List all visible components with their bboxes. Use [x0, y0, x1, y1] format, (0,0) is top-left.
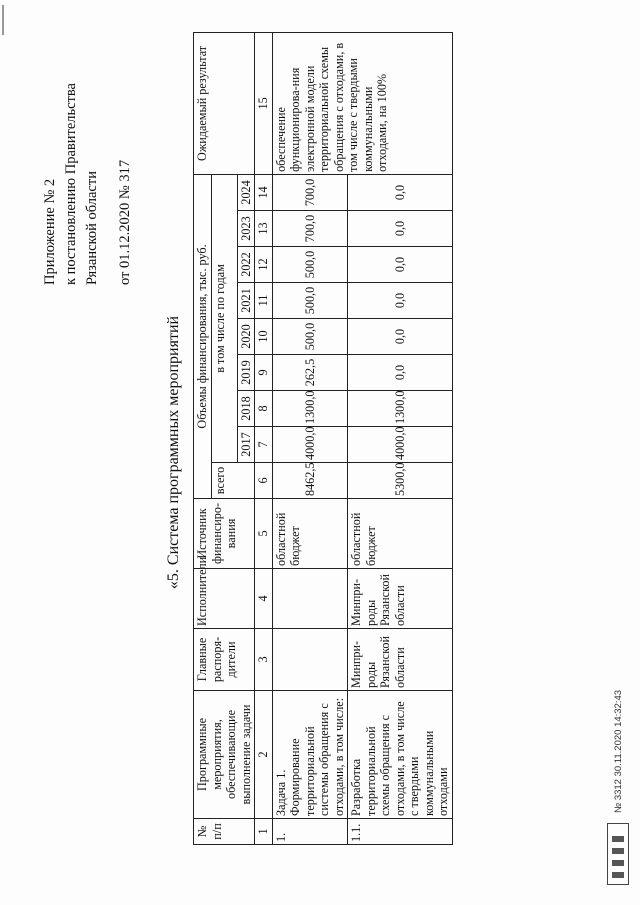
- year-cell: 2019: [237, 355, 255, 391]
- row-year-value: 0,0: [348, 174, 453, 210]
- row-year-value: 0,0: [348, 355, 453, 391]
- stamp-reference: № 3312 30.11.2020 14:32:43: [613, 689, 624, 813]
- column-number-row: [255, 32, 273, 844]
- appendix-line-2: к постановлению Правительства: [63, 83, 79, 285]
- header-by-years: в том числе по годам: [211, 174, 237, 462]
- row-expected-result: обеспечение функционирова-ния электронной модели территориальной схемы обращения с отходами, в том числе с твердыми коммунальными отходами, на 100%: [272, 32, 452, 174]
- header-result: Ожидаемый результат: [194, 32, 255, 174]
- table-row-task-1: [272, 32, 348, 844]
- row-year-value: 500,0: [272, 247, 348, 283]
- row-manager: Минпри-роды Рязанской области: [348, 629, 453, 691]
- column-number: 8: [255, 391, 273, 427]
- row-activity: Разработка территориальной схемы обращения с отходами, в том числе с твердыми коммунальными отходами: [348, 691, 453, 819]
- column-number: 7: [255, 427, 273, 463]
- row-year-value: 262,5: [272, 355, 348, 391]
- row-year-value: 700,0: [272, 174, 348, 210]
- column-number: 6: [255, 463, 273, 499]
- column-number: 11: [255, 283, 273, 319]
- row-num: 1.: [272, 819, 348, 845]
- row-year-value: 500,0: [272, 283, 348, 319]
- column-number: 1: [255, 819, 273, 845]
- row-year-value: 0,0: [348, 211, 453, 247]
- header-executors: Исполнители: [194, 569, 255, 629]
- column-number: 15: [255, 32, 273, 174]
- registration-stamp: [605, 465, 633, 885]
- row-activity: Задача 1. Формирование территориальной системы обращения с отходами, в том числе:: [272, 691, 348, 819]
- row-source: областной бюджет: [272, 499, 348, 569]
- year-cell: 2020: [237, 319, 255, 355]
- section-title: «5. Система программных мероприятий: [165, 315, 182, 590]
- row-year-value: 700,0: [272, 211, 348, 247]
- row-source: областной бюджет: [348, 499, 453, 569]
- year-cell: 2024: [237, 174, 255, 210]
- appendix-line-3: Рязанской области: [84, 171, 100, 285]
- header-num: № п/п: [194, 819, 255, 845]
- column-number: 2: [255, 691, 273, 819]
- row-year-value: 4000,0: [272, 427, 348, 463]
- row-executor: [272, 569, 348, 629]
- year-cell: 2018: [237, 391, 255, 427]
- row-year-value: 1300,0: [272, 391, 348, 427]
- column-number: 5: [255, 499, 273, 569]
- appendix-line-1: Приложение № 2: [42, 178, 58, 285]
- appendix-header: [40, 15, 136, 285]
- row-num: 1.1.: [348, 819, 453, 845]
- year-cell: 2017: [237, 427, 255, 463]
- row-year-value: 0,0: [348, 247, 453, 283]
- header-funding: Объемы финансирования, тыс. руб.: [194, 174, 212, 498]
- row-executor: Минпри-роды Рязанской области: [348, 569, 453, 629]
- row-year-value: 1300,0: [348, 391, 453, 427]
- header-row-1: [194, 32, 212, 844]
- column-number: 9: [255, 355, 273, 391]
- header-total: всего: [211, 463, 255, 499]
- row-year-value: 0,0: [348, 283, 453, 319]
- header-managers: Главные распоря-дители: [194, 629, 255, 691]
- stamp-seal-icon: [607, 823, 629, 885]
- appendix-line-4: от 01.12.2020 № 317: [117, 159, 133, 285]
- row-year-value: 4000,0: [348, 427, 453, 463]
- column-number: 14: [255, 174, 273, 210]
- year-cell: 2022: [237, 247, 255, 283]
- row-year-value: 0,0: [348, 319, 453, 355]
- row-total: 5300,0: [348, 463, 453, 499]
- header-activities: Программные мероприятия, обеспечивающие выполнение задачи: [194, 691, 255, 819]
- program-activities-table: [193, 32, 453, 845]
- row-year-value: 500,0: [272, 319, 348, 355]
- column-number: 10: [255, 319, 273, 355]
- column-number: 13: [255, 211, 273, 247]
- scan-edge-mark: [2, 5, 10, 35]
- year-cell: 2023: [237, 211, 255, 247]
- row-total: 8462,5: [272, 463, 348, 499]
- year-cell: 2021: [237, 283, 255, 319]
- row-manager: [272, 629, 348, 691]
- header-source: Источник финансиро-вания: [194, 499, 255, 569]
- column-number: 12: [255, 247, 273, 283]
- column-number: 3: [255, 629, 273, 691]
- column-number: 4: [255, 569, 273, 629]
